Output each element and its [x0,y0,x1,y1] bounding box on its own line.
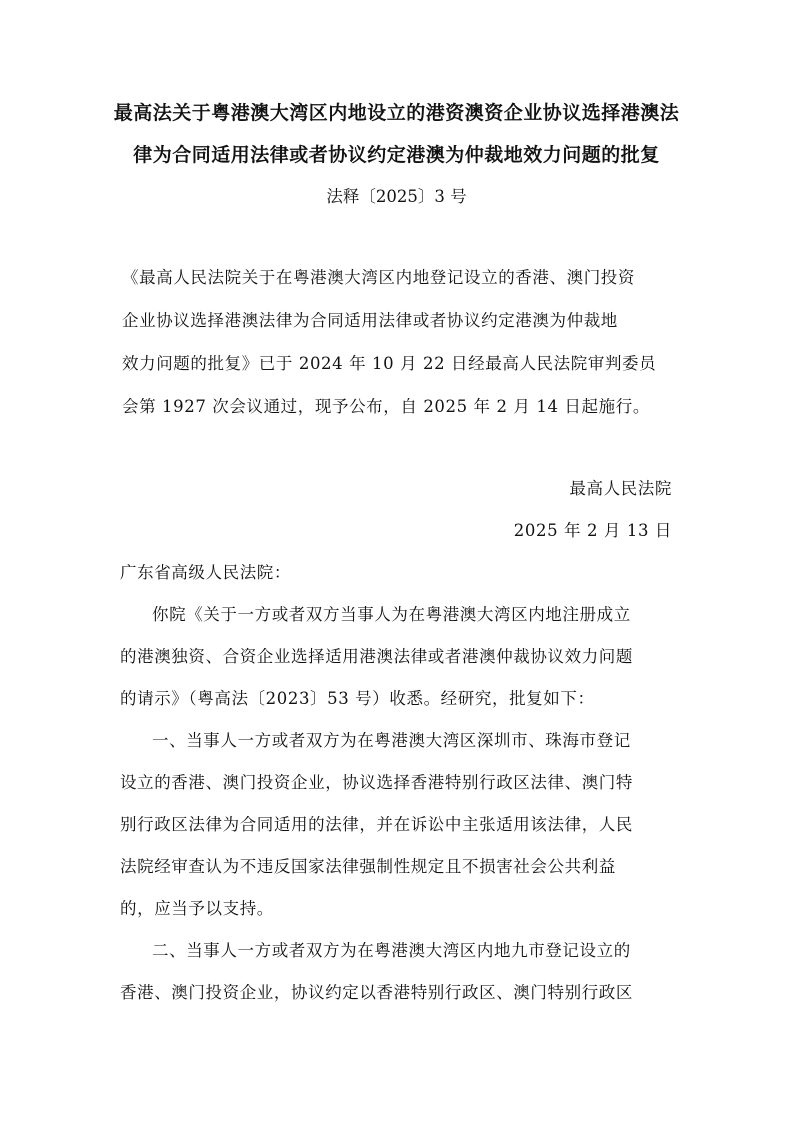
announcement-line: 效力问题的批复》已于 2024 年 10 月 22 日经最高人民法院审判委员 [122,354,657,373]
reply-item-1-line: 法院经审查认为不违反国家法律强制性规定且不损害社会公共利益 [120,857,616,876]
document-number: 法释〔2025〕3 号 [326,187,467,206]
addressee: 广东省高级人民法院： [120,563,291,582]
reply-item-2-line: 二、当事人一方或者双方为在粤港澳大湾区内地九市登记设立的 [152,941,631,960]
announcement-line: 《最高人民法院关于在粤港澳大湾区内地登记设立的香港、澳门投资 [122,268,635,287]
issue-date: 2025 年 2 月 13 日 [513,521,672,540]
reply-item-1-line: 别行政区法律为合同适用的法律，并在诉讼中主张适用该法律，人民 [120,815,633,834]
reply-intro-line: 的请示》（粤高法〔2023〕53 号）收悉。经研究，批复如下： [120,689,595,708]
title-line-2: 律为合同适用法律或者协议约定港澳为仲裁地效力问题的批复 [133,144,660,166]
announcement-line: 企业协议选择港澳法律为合同适用法律或者协议约定港澳为仲裁地 [122,311,618,330]
reply-item-1-line: 一、当事人一方或者双方为在粤港澳大湾区深圳市、珠海市登记 [152,731,631,750]
issuer-signature: 最高人民法院 [569,479,672,498]
reply-item-2-line: 香港、澳门投资企业，协议约定以香港特别行政区、澳门特别行政区 [120,983,633,1002]
title-line-1: 最高法关于粤港澳大湾区内地设立的港资澳资企业协议选择港澳法 [113,102,680,124]
reply-intro-line: 你院《关于一方或者双方当事人为在粤港澳大湾区内地注册成立 [152,605,631,624]
reply-item-1-line: 设立的香港、澳门投资企业，协议选择香港特别行政区法律、澳门特 [120,773,633,792]
reply-item-1-line: 的，应当予以支持。 [120,899,274,918]
reply-intro-line: 的港澳独资、合资企业选择适用港澳法律或者港澳仲裁协议效力问题 [120,647,633,666]
announcement-line: 会第 1927 次会议通过，现予公布，自 2025 年 2 月 14 日起施行。 [122,397,650,416]
